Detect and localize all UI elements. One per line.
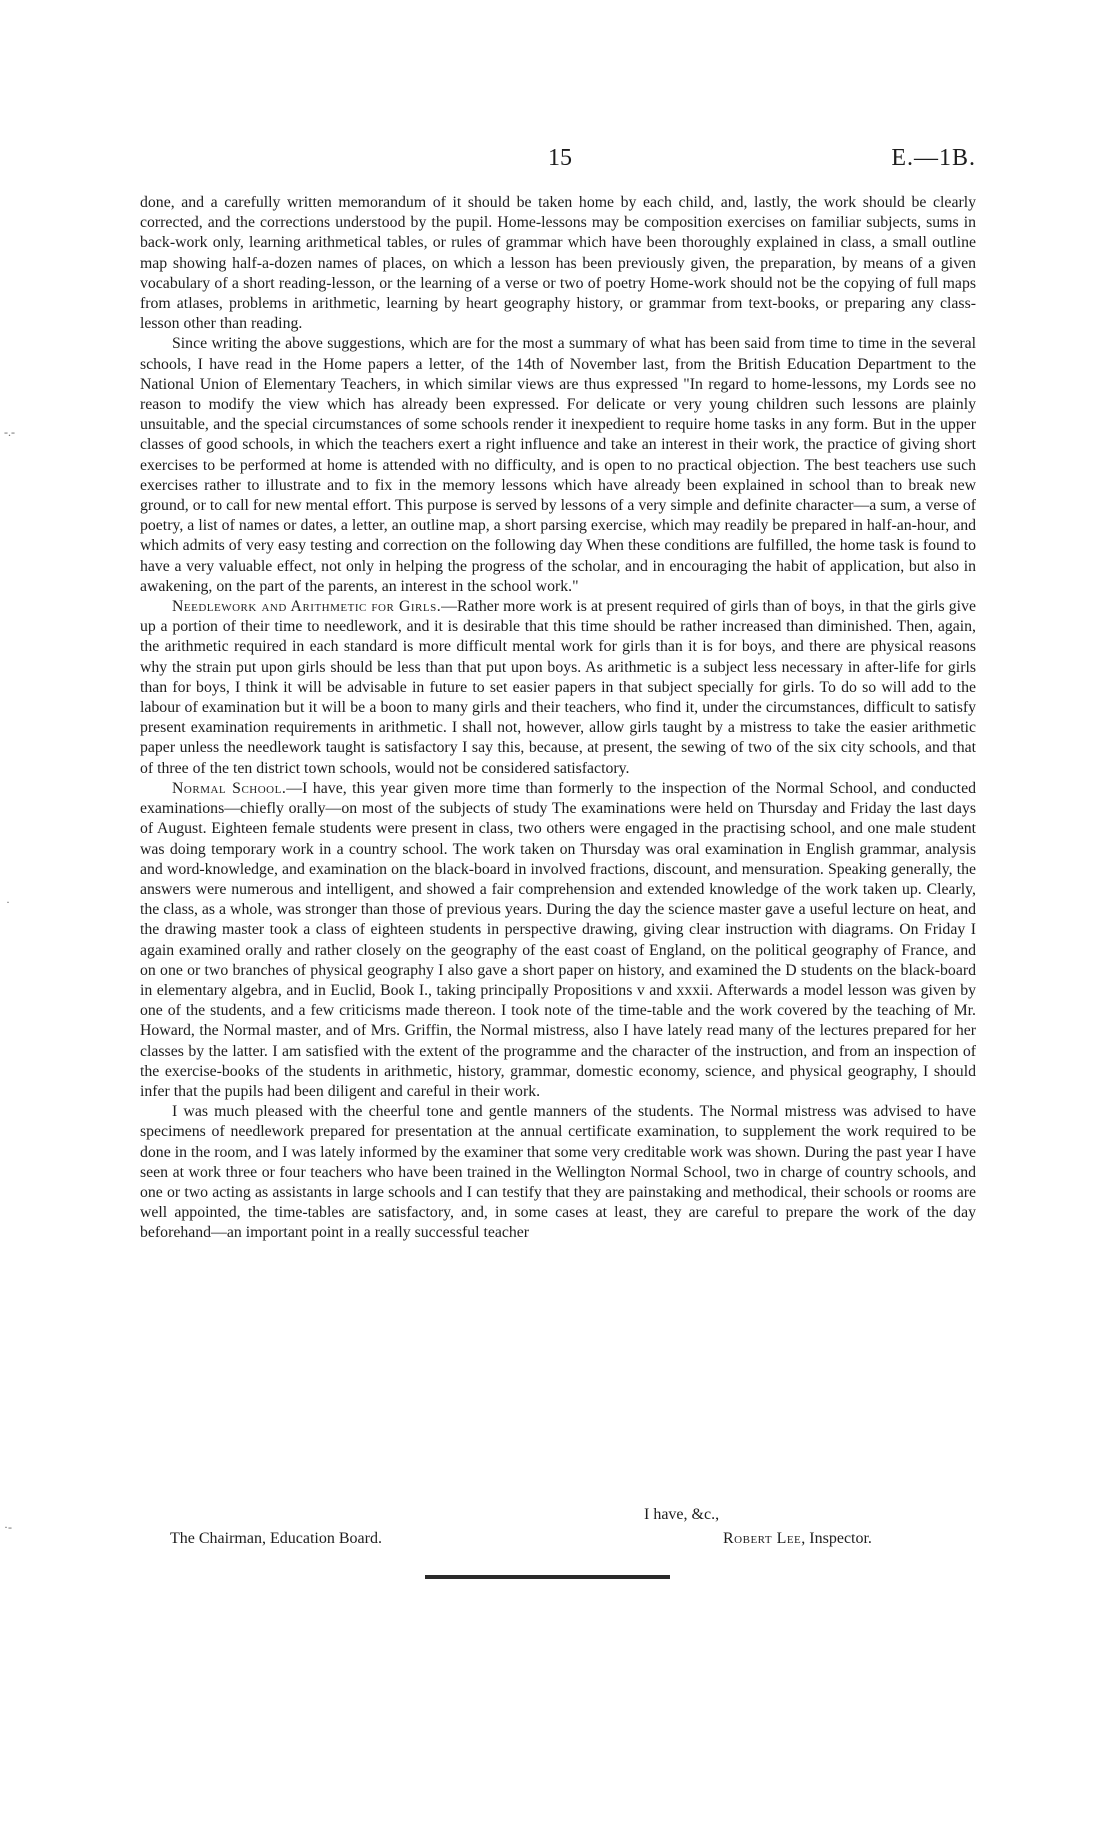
normal-school-paragraph	[140, 779, 976, 1102]
report-body	[140, 193, 976, 1244]
signature-name: Robert Lee	[723, 1530, 802, 1547]
needlework-text: —Rather more work is at present required of girls than of boys, in that the girls give up a portion of their time to needlework, and it is desirable that this time should be rather increased than diminished. Then, again, the arithmetic required in each standard is more difficult mental work for girls than it is for boys, and there are physical reasons why the strain put upon girls should be less than that put upon boys. As arithmetic is a subject less necessary in after-life for girls than for boys, I think it will be advisable in future to set easier papers in that subject specially for girls. To do so will add to the labour of examination but it will be a boon to many girls and their teachers, who find it, under the circumstances, difficult to satisfy present examination requirements in arithmetic. I shall not, however, allow girls taught by a mistress to take the easier arithmetic paper unless the needlework taught is satisfactory I say this, because, at present, the sewing of two of the six city schools, and that of three of the ten district town schools, would not be considered satisfactory.	[140, 598, 976, 777]
normal-school-heading: Normal School.	[172, 779, 287, 797]
students-paragraph: I was much pleased with the cheerful tone and gentle manners of the students. The Normal mistress was advised to have specimens of needlework prepared for presentation at the annual certificate examination, to supplement the work required to be done in the room, and I was lately informed by the examiner that some very creditable work was shown. During the past year I have seen at work three or four teachers who have been trained in the Wellington Normal School, two in charge of country schools, and one or two acting as assistants in large schools and I can testify that they are painstaking and methodical, their schools or rooms are well appointed, the time-tables are satisfactory, and, in some cases at least, they are careful to prepare the work of the day beforehand—an important point in a really successful teacher	[140, 1103, 976, 1242]
closing-salutation: I have, &c.,	[644, 1506, 720, 1523]
addressee: The Chairman, Education Board.	[170, 1530, 382, 1547]
page-number: 15	[548, 145, 572, 171]
normal-school-text: —I have, this year given more time than formerly to the inspection of the Normal School, and conducted examinations—chiefly orally—on most of the subjects of study The examinations were held on Thursday and Friday the last days of August. Eighteen female students were present in class, two others were engaged in the practising school, and one male student was doing temporary work in a country school. The work taken on Thursday was oral examination in English grammar, analysis and word-knowledge, and examination on the black-board in involved fractions, discount, and mensuration. Speaking generally, the answers were numerous and intelligent, and showed a fair comprehension and extended knowledge of the work taken up. Clearly, the class, as a whole, was stronger than those of previous years. During the day the science master gave a useful lecture on heat, and the drawing master took a class of eighteen students in perspective drawing, giving clear instruction with diagrams. On Friday I again examined orally and rather closely on the geography of the east coast of England, on the political geography of France, and on one or two branches of physical geography I also gave a short paper on history, and examined the D students on the black-board in elementary algebra, and in Euclid, Book I., taking principally Propositions v and xxxii. Afterwards a model lesson was given by one of the students, and a few criticisms made thereon. I took note of the time-table and the work covered by the teaching of Mr. Howard, the Normal master, and of Mrs. Griffin, the Normal mistress, also I have lately read many of the lectures prepared for her classes by the latter. I am satisfied with the extent of the programme and the character of the instruction, and from an inspection of the exercise-books of the students in arithmetic, history, grammar, domestic economy, science, and physical geography, I should infer that the pupils had been diligent and careful in their work.	[140, 779, 976, 1100]
document-code: E.—1B.	[891, 145, 976, 171]
signature-title: , Inspector.	[801, 1530, 872, 1547]
signature	[723, 1530, 872, 1548]
needlework-paragraph	[140, 597, 976, 779]
home-lessons-paragraph: done, and a carefully written memorandum of it should be taken home by each child, and, lastly, the work should be clearly corrected, and the corrections understood by the pupil. Home-lessons may be composition exercises on familiar subjects, sums in back-work only, learning arithmetical tables, or rules of grammar which have been thoroughly explained in class, a small outline map showing half-a-dozen names of places, on which a lesson has been previously given, the preparation, by means of a given vocabulary of a short reading-lesson, or the learning of a verse or two of poetry Home-work should not be the copying of full maps from atlases, problems in arithmetic, learning by heart geography history, or grammar from text-books, or preparing any class-lesson other than reading.	[140, 194, 976, 333]
margin-mark: ·	[6, 895, 10, 909]
margin-mark: ‑.‑	[4, 425, 15, 439]
margin-mark: ·‑	[4, 1520, 12, 1534]
home-papers-paragraph: Since writing the above suggestions, which are for the most a summary of what has been said from time to time in the several schools, I have read in the Home papers a letter, of the 14th of November last, from the British Education Department to the National Union of Elementary Teachers, in which similar views are thus expressed "In regard to home-lessons, my Lords see no reason to modify the view which has already been expressed. For delicate or very young children such lessons are plainly unsuitable, and the special circumstances of some schools render it inexpedient to require home tasks in any form. But in the upper classes of good schools, in which the teachers exert a right influence and take an interest in their work, the practice of giving short exercises to be performed at home is attended with no difficulty, and is open to no practical objection. The best teachers use such exercises rather to illustrate and to fix in the memory lessons which have already been explained in school than to break new ground, or to call for new mental effort. This purpose is served by lessons of a very simple and definite character—a sum, a verse of poetry, a list of names or dates, a letter, an outline map, a short parsing exercise, which may readily be prepared in half-an-hour, and which admits of very easy testing and correction on the following day When these conditions are fulfilled, the home task is found to have a very valuable effect, not only in helping the progress of the scholar, and in encouraging the habit of application, but also in awakening, on the part of the parents, an interest in the school work."	[140, 335, 976, 595]
needlework-heading: Needlework and Arithmetic for Girls.	[172, 598, 442, 616]
closing-rule	[425, 1575, 670, 1579]
